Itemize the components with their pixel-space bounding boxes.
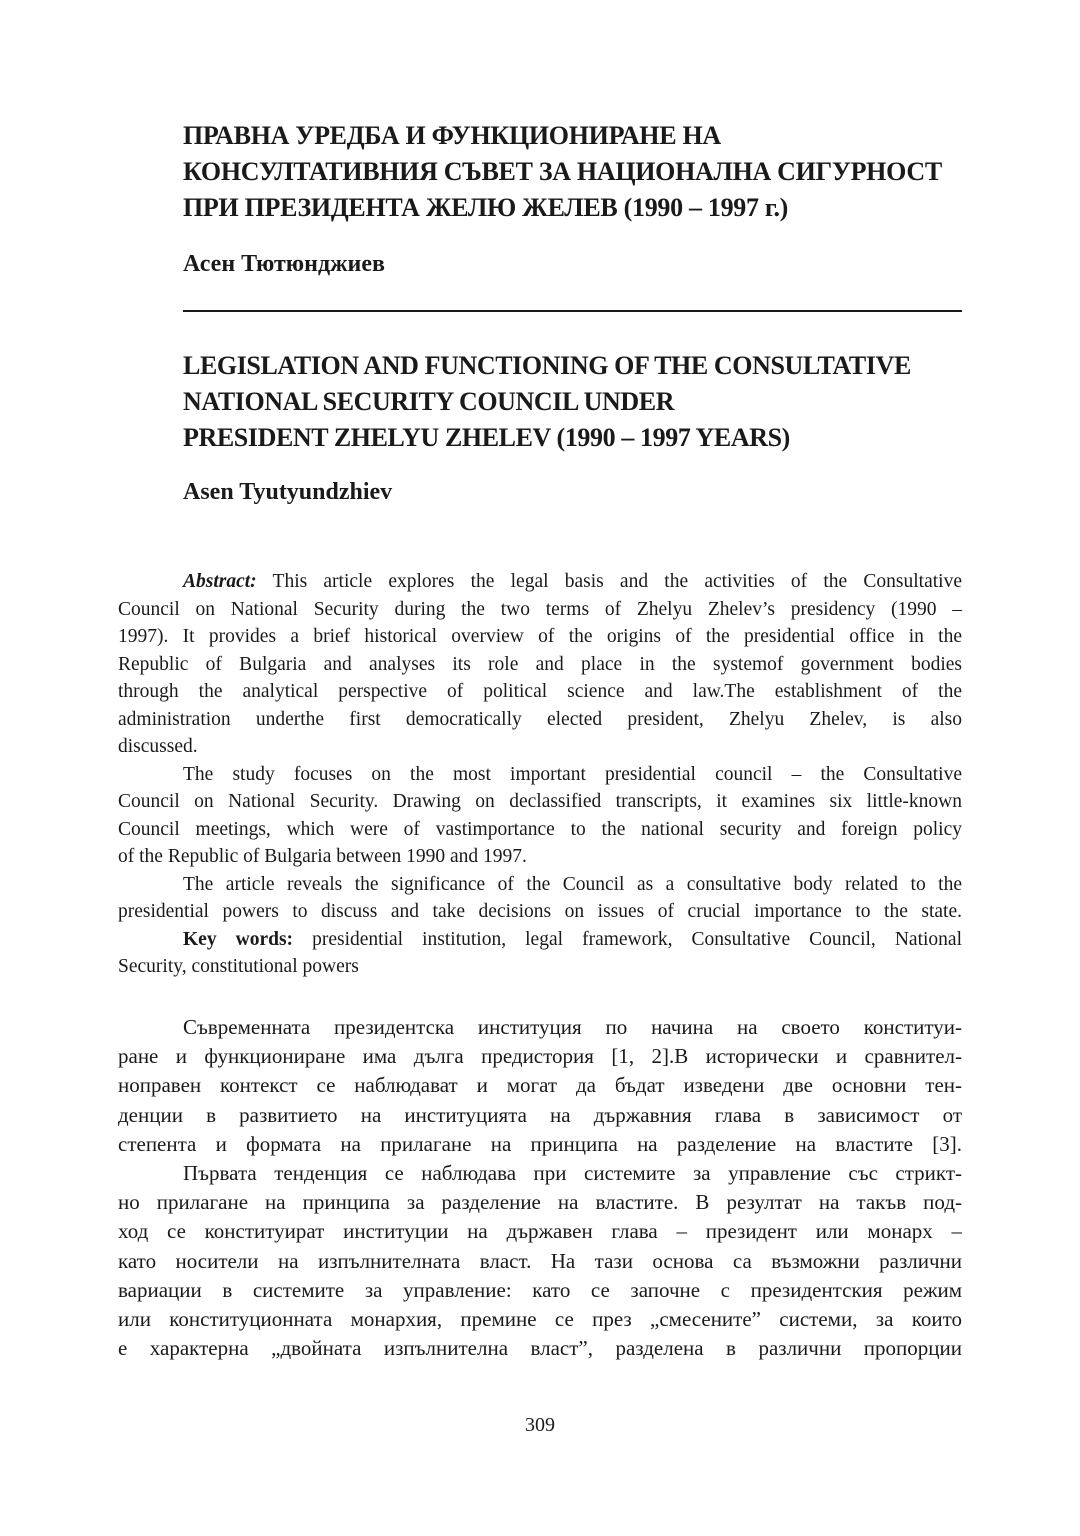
english-title [183,348,983,456]
body-text [118,1013,962,1363]
abstract-line: discussed. [118,736,198,757]
abstract-label: Abstract: [183,571,257,592]
abstract-line: Council on National Security during the two terms of Zhelyu Zhelev’s presidency (1990 – [118,598,962,620]
abstract-line: presidential powers to discuss and take decisions on issues of crucial importance to the state. [118,901,962,922]
page-number: 309 [525,1414,555,1436]
abstract-line: administration underthe first democratically elected president, Zhelyu Zhelev, is also [118,708,962,730]
body-line: е характерна „двойната изпълнителна власт”, разделена в различни пропорции [118,1336,962,1361]
abstract-line: Council on National Security. Drawing on declassified transcripts, it examines six little-known [118,791,962,812]
body-line: вариации в системите за управление: като се започне с президентския режим [118,1277,962,1302]
keywords-line [118,926,962,954]
abstract-line: 1997). It provides a brief historical overview of the origins of the presidential office in the [118,626,962,647]
bulgarian-title-line: ПРАВНА УРЕДБА И ФУНКЦИОНИРАНЕ НА [183,121,721,150]
bulgarian-title-line: КОНСУЛТАТИВНИЯ СЪВЕТ ЗА НАЦИОНАЛНА СИГУРНОСТ [183,157,942,186]
english-title-line: PRESIDENT ZHELYU ZHELEV (1990 – 1997 YEARS) [183,423,790,452]
keywords-text: presidential institution, legal framework, Consultative Council, National [293,928,962,950]
abstract-line: Council meetings, which were of vastimportance to the national security and foreign policy [118,818,962,840]
body-line: като носители на изпълнителната власт. На тази основа са възможни различни [118,1248,962,1273]
body-line: степента и формата на прилагане на принципа на разделение на властите [3]. [118,1131,962,1156]
abstract-text: This article explores the legal basis and the activities of the Consultative [256,571,962,592]
body-line: ноправен контекст се наблюдават и могат да бъдат изведени две основни тен- [118,1073,962,1098]
body-line: Съвременната президентска институция по начина на своето конституи- [183,1015,962,1039]
english-title-line: LEGISLATION AND FUNCTIONING OF THE CONSULTATIVE [183,351,911,380]
body-line: ране и функциониране има дълга предистория [1, 2].В исторически и сравнител- [118,1044,962,1069]
abstract-line: The article reveals the significance of the Council as a consultative body related to the [183,873,962,895]
english-title-line: NATIONAL SECURITY COUNCIL UNDER [183,387,675,416]
bulgarian-title [183,118,983,226]
keywords-label: Key words: [183,928,294,950]
body-line: или конституционната монархия, премине се през „смесените” системи, за които [118,1306,962,1331]
body-line: но прилагане на принципа за разделение на властите. В резултат на такъв под- [118,1190,962,1215]
body-line: ход се конституират институции на държавен глава – президент или монарх – [118,1219,962,1244]
abstract-line [118,568,962,596]
bulgarian-title-line: ПРИ ПРЕЗИДЕНТА ЖЕЛЮ ЖЕЛЕВ (1990 – 1997 г.) [183,193,789,222]
abstract-line: of the Republic of Bulgaria between 1990 and 1997. [118,846,527,867]
body-line: Първата тенденция се наблюдава при системите за управление със стрикт- [183,1160,962,1185]
abstract-line: through the analytical perspective of political science and law.The establishment of the [118,681,962,702]
abstract [118,568,962,981]
english-author: Asen Tyutyundzhiev [183,479,393,505]
abstract-line: Republic of Bulgaria and analyses its role and place in the systemof government bodies [118,653,962,675]
bulgarian-author: Асен Тютюнджиев [183,251,385,277]
abstract-line: The study focuses on the most important presidential council – the Consultative [183,763,962,785]
body-line: денции в развитието на институцията на държавния глава в зависимост от [118,1102,962,1127]
title-divider [183,310,962,312]
keywords-line: Security, constitutional powers [118,956,359,977]
